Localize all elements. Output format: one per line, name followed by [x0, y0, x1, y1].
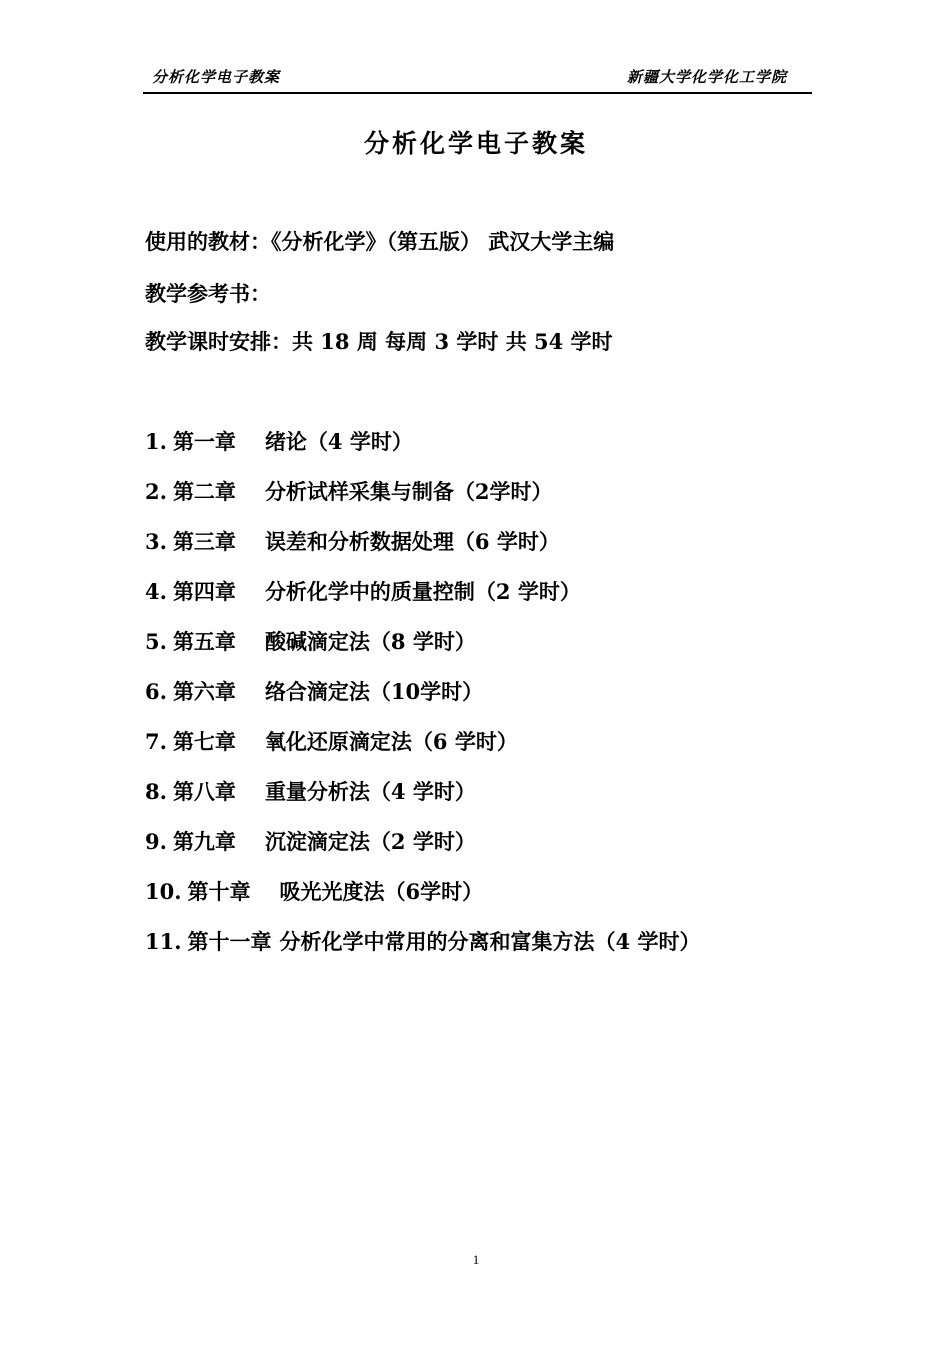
chapter-title: 分析化学中常用的分离和富集方法（4 学时）	[279, 929, 701, 954]
chapter-item-4	[145, 576, 581, 606]
chapter-number: 2.	[145, 479, 167, 504]
chapter-item-1	[145, 426, 413, 456]
chapter-title: 分析试样采集与制备（2学时）	[264, 479, 553, 504]
chapter-number: 5.	[145, 629, 167, 654]
chapter-label: 第五章	[172, 629, 236, 654]
chapter-title: 分析化学中的质量控制（2 学时）	[264, 579, 581, 604]
running-header-left: 分析化学电子教案	[152, 68, 281, 86]
chapter-title: 重量分析法（4 学时）	[264, 779, 476, 804]
chapter-label: 第十章	[187, 879, 251, 904]
page-number: 1	[472, 1252, 480, 1267]
chapter-label: 第二章	[172, 479, 236, 504]
chapter-number: 11.	[145, 929, 182, 954]
chapter-title: 沉淀滴定法（2 学时）	[264, 829, 476, 854]
chapter-title: 氧化还原滴定法（6 学时）	[264, 729, 518, 754]
chapter-item-2	[145, 476, 553, 506]
chapter-title: 绪论（4 学时）	[264, 429, 413, 454]
header-divider	[143, 92, 812, 94]
running-header-right: 新疆大学化学化工学院	[626, 68, 787, 86]
chapter-item-5	[145, 626, 476, 656]
chapter-number: 1.	[145, 429, 167, 454]
chapter-item-9	[145, 826, 476, 856]
chapter-item-11	[145, 926, 700, 956]
chapter-title: 误差和分析数据处理（6 学时）	[264, 529, 560, 554]
reference-line: 教学参考书：	[145, 281, 271, 306]
chapter-item-3	[145, 526, 560, 556]
chapter-label: 第七章	[172, 729, 236, 754]
chapter-number: 10.	[145, 879, 182, 904]
schedule-line: 教学课时安排：共 18 周 每周 3 学时 共 54 学时	[145, 329, 613, 354]
document-title: 分析化学电子教案	[363, 129, 588, 158]
chapter-label: 第三章	[172, 529, 236, 554]
chapter-number: 9.	[145, 829, 167, 854]
chapter-number: 6.	[145, 679, 167, 704]
textbook-line: 使用的教材：《分析化学》（第五版） 武汉大学主编	[145, 229, 615, 254]
chapter-item-7	[145, 726, 518, 756]
chapter-number: 8.	[145, 779, 167, 804]
chapter-item-8	[145, 776, 476, 806]
chapter-number: 3.	[145, 529, 167, 554]
chapter-number: 4.	[145, 579, 167, 604]
chapter-label: 第一章	[172, 429, 236, 454]
chapter-title: 络合滴定法（10学时）	[264, 679, 484, 704]
chapter-number: 7.	[145, 729, 167, 754]
chapter-title: 吸光光度法（6学时）	[279, 879, 484, 904]
chapter-label: 第六章	[172, 679, 236, 704]
chapter-label: 第十一章	[187, 929, 272, 954]
chapter-item-6	[145, 676, 483, 706]
chapter-label: 第八章	[172, 779, 236, 804]
chapter-item-10	[145, 876, 483, 906]
chapter-label: 第四章	[172, 579, 236, 604]
chapter-title: 酸碱滴定法（8 学时）	[264, 629, 476, 654]
chapter-label: 第九章	[172, 829, 236, 854]
